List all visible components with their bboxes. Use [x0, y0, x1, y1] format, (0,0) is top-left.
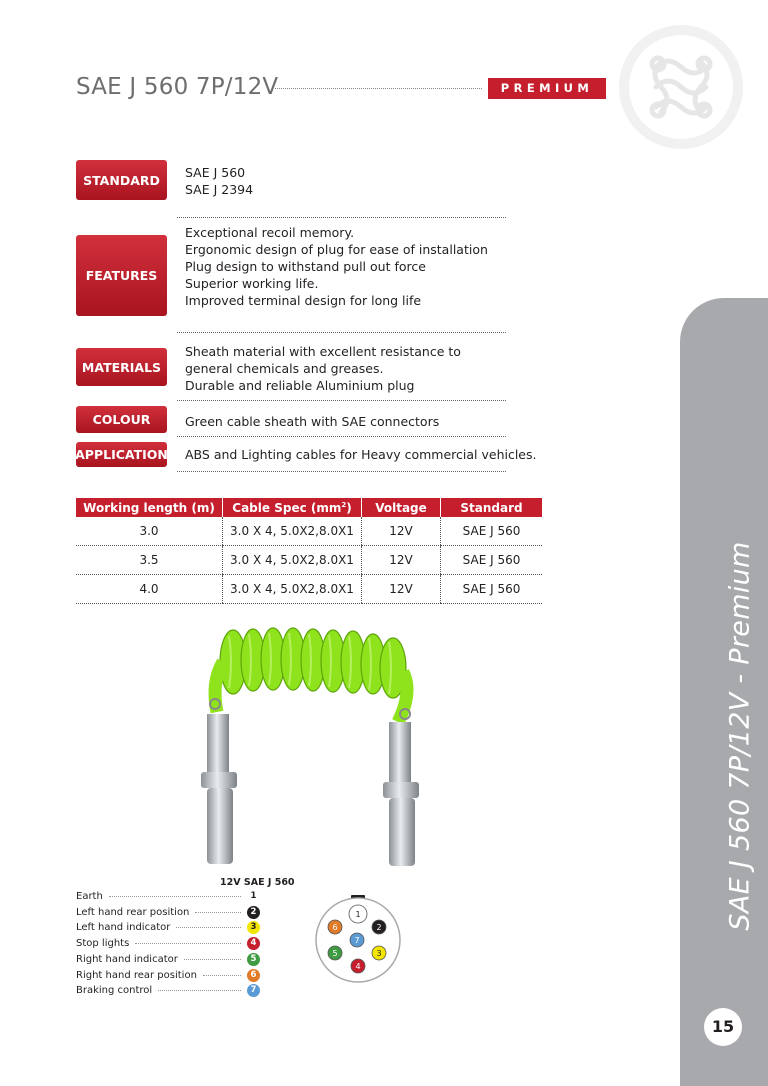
knot-logo-icon [616, 22, 746, 152]
pin-name: Right hand rear position [76, 969, 197, 981]
pin-number-badge: 7 [247, 984, 260, 997]
cell-length: 3.0 [76, 517, 223, 546]
pin-name: Braking control [76, 985, 153, 997]
table-header-row [76, 498, 542, 517]
cell-standard: SAE J 560 [441, 546, 543, 575]
features-line: Superior working life. [185, 276, 319, 291]
cell-length: 3.5 [76, 546, 223, 575]
cell-voltage: 12V [362, 575, 441, 604]
leader-dots [195, 912, 241, 913]
materials-line: Sheath material with excellent resistance to [185, 344, 461, 359]
materials-line: general chemicals and greases. [185, 361, 384, 376]
materials-line: Durable and reliable Aluminium plug [185, 378, 415, 393]
divider [177, 332, 506, 333]
pinout-row [76, 889, 260, 904]
label-materials: MATERIALS [76, 348, 167, 386]
label-features: FEATURES [76, 235, 167, 316]
socket-pin-label: 4 [355, 962, 361, 971]
socket-pin-label: 6 [332, 923, 338, 932]
col-voltage: Voltage [362, 498, 441, 517]
pin-number-badge: 4 [247, 937, 260, 950]
page-title: SAE J 560 7P/12V [76, 74, 279, 100]
pinout-row [76, 983, 260, 998]
application-line: ABS and Lighting cables for Heavy commercial vehicles. [185, 447, 537, 462]
col-cable-spec [223, 498, 362, 517]
cell-standard: SAE J 560 [441, 517, 543, 546]
pin-name: Left hand rear position [76, 906, 190, 918]
socket-pin-label: 5 [332, 949, 338, 958]
label-standard: STANDARD [76, 160, 167, 200]
features-line: Ergonomic design of plug for ease of installation [185, 242, 488, 257]
divider [177, 217, 506, 218]
pinout-row [76, 905, 260, 920]
pin-number-badge: 1 [250, 891, 257, 901]
leader-dots [135, 943, 241, 944]
cell-voltage: 12V [362, 517, 441, 546]
pin-name: Right hand indicator [76, 953, 178, 965]
pinout-row [76, 968, 260, 983]
leader-dots [158, 990, 241, 991]
cell-length: 4.0 [76, 575, 223, 604]
socket-diagram [313, 894, 403, 984]
title-divider [275, 88, 482, 89]
leader-dots [109, 896, 241, 897]
table-row [76, 546, 542, 575]
cell-spec: 3.0 X 4, 5.0X2,8.0X1 [223, 575, 362, 604]
pinout-row [76, 952, 260, 967]
pin-number-badge: 6 [247, 969, 260, 982]
pin-name: Stop lights [76, 938, 130, 950]
pinout-row [76, 936, 260, 951]
cell-spec: 3.0 X 4, 5.0X2,8.0X1 [223, 517, 362, 546]
side-tab-title: SAE J 560 7P/12V - Premium [724, 541, 756, 931]
col-cable-spec-label: Cable Spec (mm [232, 500, 342, 515]
pinout-row [76, 920, 260, 935]
label-application: APPLICATION [76, 442, 167, 467]
col-working-length: Working length (m) [76, 498, 223, 517]
socket-pin-label: 7 [354, 936, 360, 945]
cell-voltage: 12V [362, 546, 441, 575]
colour-info [185, 413, 439, 430]
col-standard: Standard [441, 498, 543, 517]
cell-standard: SAE J 560 [441, 575, 543, 604]
features-line: Exceptional recoil memory. [185, 225, 355, 240]
label-colour: COLOUR [76, 406, 167, 433]
col-cable-spec-superscript: 2 [341, 500, 347, 509]
standard-info [185, 164, 253, 198]
table-row [76, 575, 542, 604]
pinout-title: 12V SAE J 560 [220, 877, 295, 888]
leader-dots [176, 927, 241, 928]
pin-name: Left hand indicator [76, 922, 171, 934]
standard-line: SAE J 560 [185, 165, 246, 180]
premium-badge: PREMIUM [488, 78, 606, 99]
materials-info [185, 343, 461, 394]
col-cable-spec-close: ) [346, 500, 352, 515]
divider [177, 471, 506, 472]
features-line: Plug design to withstand pull out force [185, 259, 426, 274]
pin-number-badge: 5 [247, 953, 260, 966]
leader-dots [203, 975, 241, 976]
pin-name: Earth [76, 891, 103, 902]
features-line: Improved terminal design for long life [185, 293, 422, 308]
leader-dots [184, 959, 241, 960]
divider [177, 436, 506, 437]
socket-pin-label: 2 [376, 923, 382, 932]
features-info [185, 224, 488, 309]
coiled-cable-image [193, 622, 423, 872]
divider [177, 400, 506, 401]
socket-pin-label: 3 [376, 949, 382, 958]
spec-table [76, 498, 542, 604]
cell-spec: 3.0 X 4, 5.0X2,8.0X1 [223, 546, 362, 575]
colour-line: Green cable sheath with SAE connectors [185, 414, 440, 429]
pin-number-badge: 3 [247, 921, 260, 934]
standard-line: SAE J 2394 [185, 182, 254, 197]
pin-number-badge: 2 [247, 906, 260, 919]
page-number: 15 [704, 1008, 742, 1046]
table-row [76, 517, 542, 546]
socket-pin-label: 1 [355, 910, 361, 919]
application-info [185, 446, 536, 463]
